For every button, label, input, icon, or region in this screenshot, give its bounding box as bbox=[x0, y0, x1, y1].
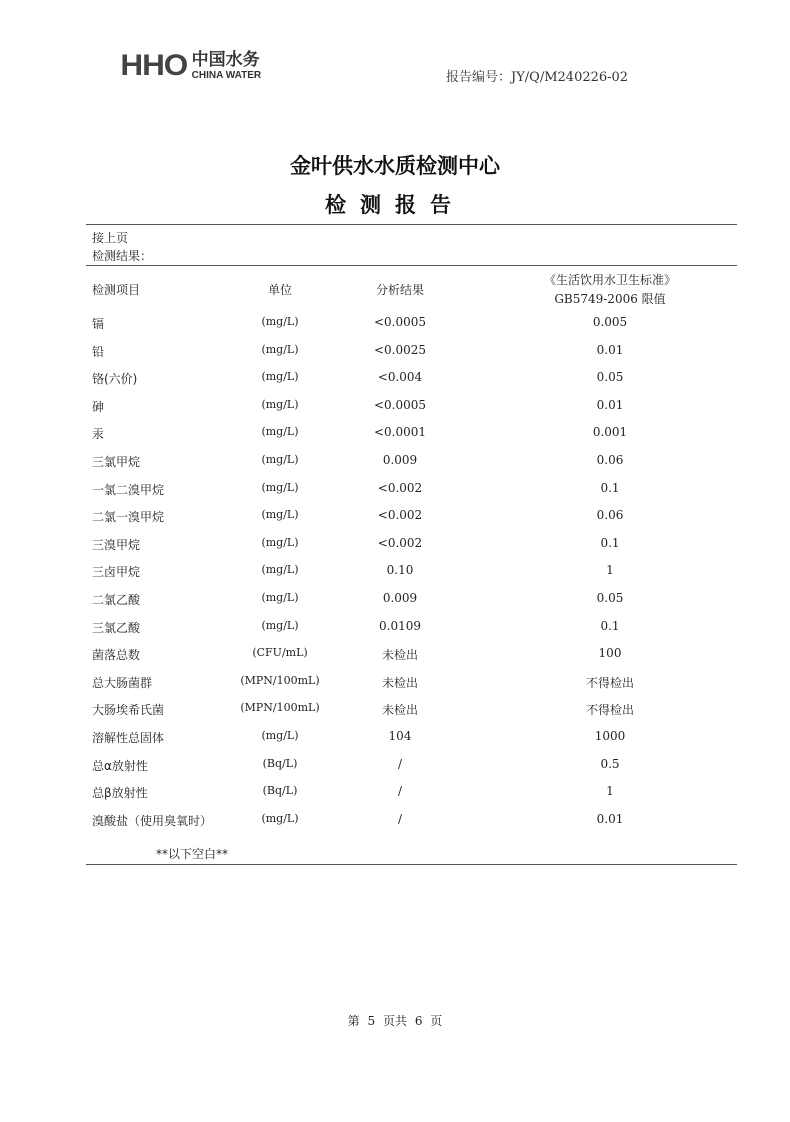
row-item: 三氯甲烷 bbox=[92, 455, 141, 469]
header-result: 分析结果 bbox=[375, 283, 424, 297]
row-item: 二氯乙酸 bbox=[92, 593, 141, 607]
row-unit: (Bq/L) bbox=[262, 757, 298, 770]
row-limit: 0.1 bbox=[600, 481, 620, 495]
row-unit: (mg/L) bbox=[261, 619, 299, 632]
row-limit: 0.01 bbox=[596, 812, 624, 826]
row-limit: 0.01 bbox=[596, 343, 624, 357]
row-item: 砷 bbox=[92, 400, 105, 414]
page-current: 5 bbox=[367, 1014, 376, 1028]
row-unit: (mg/L) bbox=[261, 536, 299, 549]
row-unit: (CFU/mL) bbox=[252, 646, 308, 659]
row-result: <0.0001 bbox=[373, 425, 427, 439]
continued-label: 接上页 bbox=[92, 231, 129, 245]
row-item: 三溴甲烷 bbox=[92, 538, 141, 552]
row-result: <0.0005 bbox=[373, 315, 427, 329]
row-limit: 1 bbox=[606, 563, 614, 577]
report-title: 检测报告 bbox=[325, 193, 465, 217]
row-item: 镉 bbox=[92, 317, 105, 331]
row-item: 一氯二溴甲烷 bbox=[92, 483, 165, 497]
logo-chinese-name: 中国水务 bbox=[191, 49, 260, 70]
row-item: 总大肠菌群 bbox=[92, 676, 153, 690]
row-item: 铬(六价) bbox=[92, 372, 138, 386]
divider-bottom bbox=[86, 864, 737, 865]
row-result: <0.0005 bbox=[373, 398, 427, 412]
row-item: 铅 bbox=[92, 345, 105, 359]
row-unit: (mg/L) bbox=[261, 425, 299, 438]
row-item: 三氯乙酸 bbox=[92, 621, 141, 635]
row-unit: (mg/L) bbox=[261, 563, 299, 576]
logo-wordmark bbox=[191, 49, 262, 81]
row-result: 0.0109 bbox=[379, 619, 421, 633]
row-result: <0.002 bbox=[377, 508, 423, 522]
header-limit-standard: GB5749-2006 限值 bbox=[554, 292, 666, 306]
row-limit: 1 bbox=[606, 784, 614, 798]
row-unit: (MPN/100mL) bbox=[240, 701, 320, 714]
report-number: 报告编号：JY/Q/M240226-02 bbox=[446, 70, 629, 85]
row-limit: 0.06 bbox=[596, 453, 624, 467]
page-prefix: 第 bbox=[347, 1014, 360, 1028]
row-unit: (mg/L) bbox=[261, 508, 299, 521]
row-limit: 0.06 bbox=[596, 508, 624, 522]
row-item: 溶解性总固体 bbox=[92, 731, 165, 745]
row-result: <0.002 bbox=[377, 481, 423, 495]
row-result: 0.009 bbox=[382, 453, 418, 467]
row-result: 104 bbox=[388, 729, 412, 743]
row-unit: (mg/L) bbox=[261, 729, 299, 742]
header-limit-title: 《生活饮用水卫生标准》 bbox=[543, 273, 676, 287]
row-limit: 0.001 bbox=[592, 425, 628, 439]
row-item: 总α放射性 bbox=[92, 759, 148, 773]
row-limit: 不得检出 bbox=[585, 703, 634, 717]
row-limit: 0.1 bbox=[600, 619, 620, 633]
row-unit: (mg/L) bbox=[261, 343, 299, 356]
row-limit: 1000 bbox=[594, 729, 626, 743]
row-result: <0.0025 bbox=[373, 343, 427, 357]
row-result: <0.004 bbox=[377, 370, 423, 384]
logo-mark: HHO bbox=[120, 49, 188, 82]
row-unit: (mg/L) bbox=[261, 398, 299, 411]
row-result: <0.002 bbox=[377, 536, 423, 550]
divider-top bbox=[86, 224, 737, 225]
row-unit: (mg/L) bbox=[261, 591, 299, 604]
header-unit: 单位 bbox=[267, 283, 292, 297]
row-unit: (Bq/L) bbox=[262, 784, 298, 797]
row-item: 大肠埃希氏菌 bbox=[92, 703, 165, 717]
row-result: 0.009 bbox=[382, 591, 418, 605]
row-limit: 0.005 bbox=[592, 315, 628, 329]
row-unit: (MPN/100mL) bbox=[240, 674, 320, 687]
row-item: 溴酸盐（使用臭氧时） bbox=[92, 814, 213, 828]
row-unit: (mg/L) bbox=[261, 481, 299, 494]
page-footer bbox=[0, 1012, 790, 1029]
row-item: 二氯一溴甲烷 bbox=[92, 510, 165, 524]
row-limit: 不得检出 bbox=[585, 676, 634, 690]
results-label: 检测结果： bbox=[92, 249, 153, 263]
row-result: 未检出 bbox=[381, 648, 418, 662]
divider-header bbox=[86, 265, 737, 266]
header-item: 检测项目 bbox=[92, 283, 141, 297]
row-limit: 100 bbox=[598, 646, 622, 660]
row-result: / bbox=[397, 812, 403, 826]
row-unit: (mg/L) bbox=[261, 453, 299, 466]
row-limit: 0.01 bbox=[596, 398, 624, 412]
company-logo bbox=[122, 48, 261, 84]
page-total: 6 bbox=[414, 1014, 423, 1028]
row-item: 三卤甲烷 bbox=[92, 565, 141, 579]
row-item: 汞 bbox=[92, 427, 105, 441]
row-item: 菌落总数 bbox=[92, 648, 141, 662]
blank-note: **以下空白** bbox=[156, 847, 229, 861]
row-result: 0.10 bbox=[386, 563, 414, 577]
page-middle: 页共 bbox=[382, 1014, 407, 1028]
row-limit: 0.1 bbox=[600, 536, 620, 550]
row-result: 未检出 bbox=[381, 676, 418, 690]
row-unit: (mg/L) bbox=[261, 370, 299, 383]
row-result: / bbox=[397, 757, 403, 771]
row-result: / bbox=[397, 784, 403, 798]
row-limit: 0.5 bbox=[600, 757, 620, 771]
organization-title: 金叶供水水质检测中心 bbox=[290, 154, 500, 178]
row-result: 未检出 bbox=[381, 703, 418, 717]
row-item: 总β放射性 bbox=[92, 786, 148, 800]
row-limit: 0.05 bbox=[596, 591, 624, 605]
page-suffix: 页 bbox=[430, 1014, 443, 1028]
row-unit: (mg/L) bbox=[261, 812, 299, 825]
row-limit: 0.05 bbox=[596, 370, 624, 384]
row-unit: (mg/L) bbox=[261, 315, 299, 328]
logo-english-name: CHINA WATER bbox=[191, 69, 262, 81]
